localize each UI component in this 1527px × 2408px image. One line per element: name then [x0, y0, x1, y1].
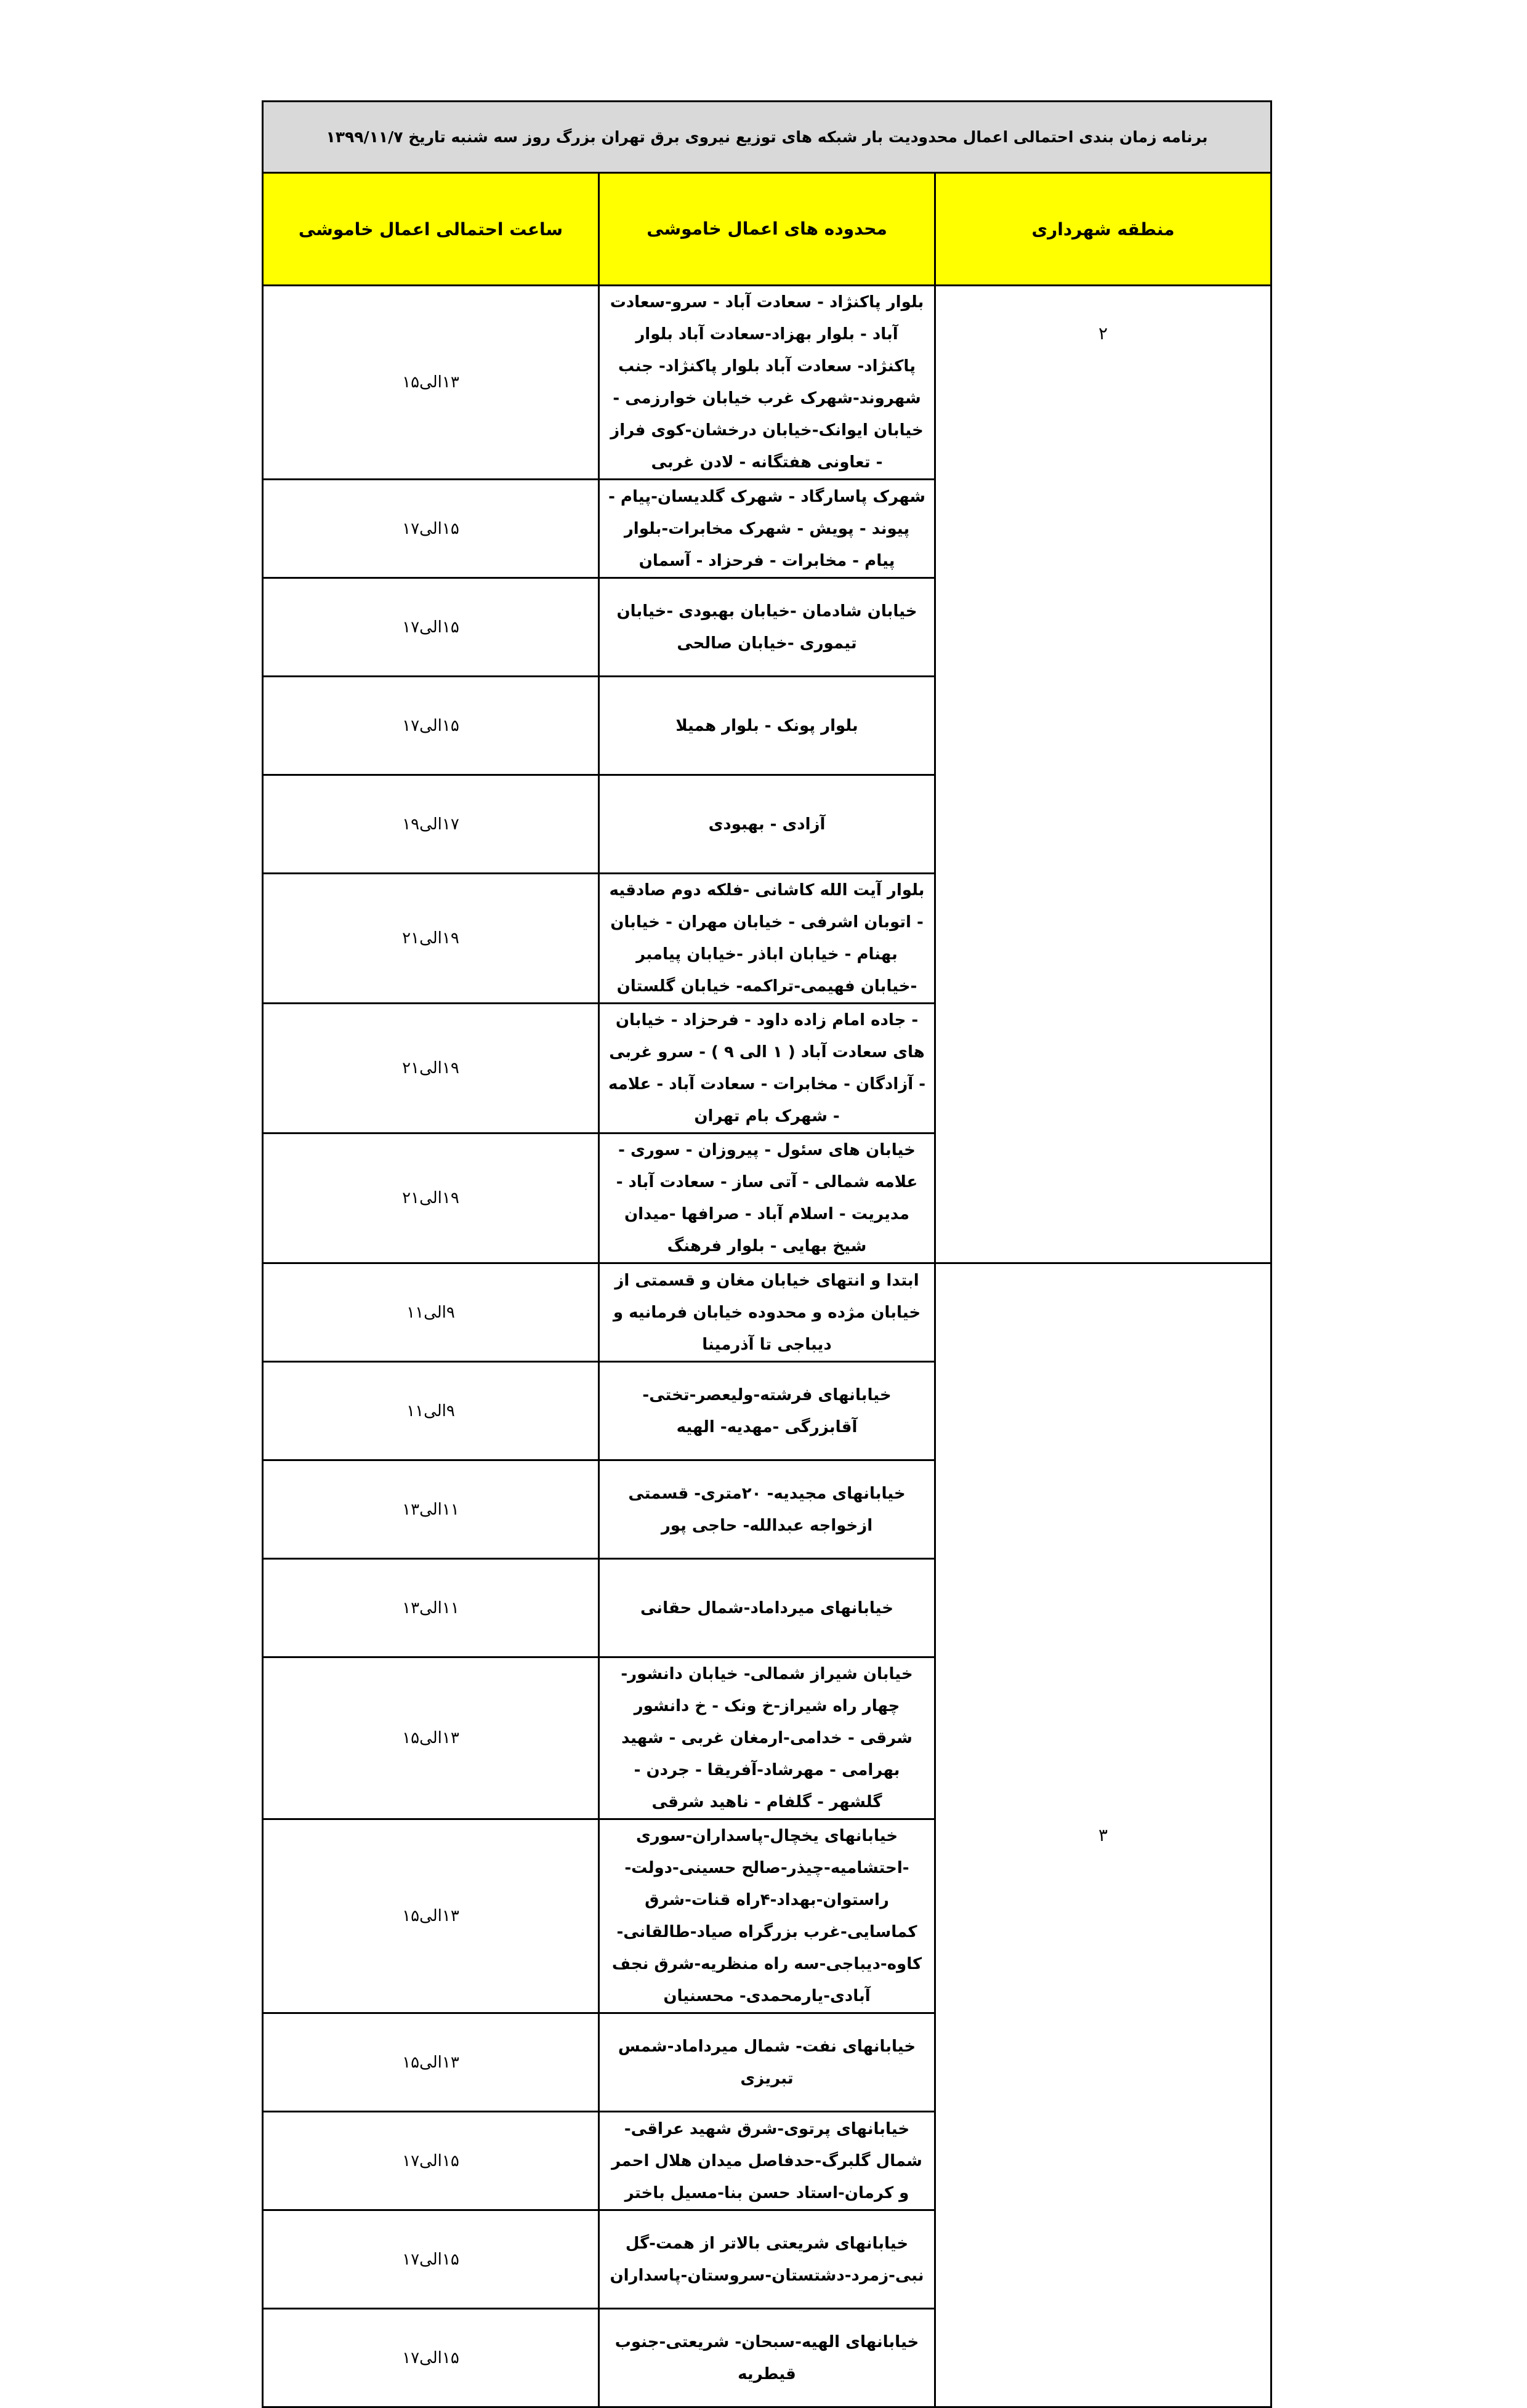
- area-cell: خیابانهای شریعتی بالاتر از همت-گل نبی-زمرد-دشتستان-سروستان-پاسداران: [599, 2210, 935, 2309]
- time-cell: ۱۹الی۲۱: [263, 1004, 599, 1134]
- time-cell: ۱۱الی۱۳: [263, 1460, 599, 1559]
- table-title: برنامه زمان بندی احتمالی اعمال محدودیت بار شبکه های توزیع نیروی برق تهران بزرگ روز سه شنبه تاریخ ۱۳۹۹/۱۱/۷: [263, 102, 1271, 173]
- time-cell: ۱۱الی۱۳: [263, 1559, 599, 1657]
- district-cell: ۳: [935, 1263, 1271, 2407]
- time-cell: ۱۵الی۱۷: [263, 578, 599, 677]
- header-areas: محدوده های اعمال خاموشی: [599, 173, 935, 286]
- area-cell: بلوار پاکنژاد - سعادت آباد - سرو-سعادت آباد - بلوار بهزاد-سعادت آباد بلوار پاکنژاد- سعادت آباد بلوار پاکنژاد- جنب شهروند-شهرک غرب خیابان خوارزمی - خیابان ایوانک-خیابان درخشان-کوی فراز - تعاونی هفتگانه - لادن غربی: [599, 286, 935, 480]
- table-title-row: [263, 102, 1271, 173]
- time-cell: ۱۷الی۱۹: [263, 775, 599, 874]
- table-header-row: [263, 173, 1271, 286]
- area-cell: خیابانهای یخچال-پاسداران-سوری -احتشامیه-چیذر-صالح حسینی-دولت-راستوان-بهداد-۴راه قنات-شرق کماسایی-غرب بزرگراه صیاد-طالقانی-کاوه-دیباجی-سه راه منظریه-شرق نجف آبادی-یارمحمدی- محسنیان: [599, 1819, 935, 2013]
- area-cell: خیابانهای فرشته-ولیعصر-تختی-آقابزرگی -مهدیه- الهیه: [599, 1362, 935, 1460]
- area-cell: شهرک پاسارگاد - شهرک گلدیسان-پیام - پیوند - پویش - شهرک مخابرات-بلوار پیام - مخابرات - فرحزاد - آسمان: [599, 480, 935, 578]
- header-district: منطقه شهرداری: [935, 173, 1271, 286]
- time-cell: ۱۵الی۱۷: [263, 2309, 599, 2407]
- table-row: [263, 1263, 1271, 1362]
- time-cell: ۱۹الی۲۱: [263, 874, 599, 1004]
- time-cell: ۱۵الی۱۷: [263, 677, 599, 775]
- time-cell: ۱۳الی۱۵: [263, 2013, 599, 2112]
- time-cell: ۹الی۱۱: [263, 1263, 599, 1362]
- area-cell: بلوار پونک - بلوار همیلا: [599, 677, 935, 775]
- time-cell: ۱۳الی۱۵: [263, 1819, 599, 2013]
- table-row: [263, 286, 1271, 480]
- header-time: ساعت احتمالی اعمال خاموشی: [263, 173, 599, 286]
- district-cell: ۲: [935, 286, 1271, 1263]
- time-cell: ۱۳الی۱۵: [263, 286, 599, 480]
- time-cell: ۱۵الی۱۷: [263, 480, 599, 578]
- time-cell: ۱۵الی۱۷: [263, 2210, 599, 2309]
- area-cell: - جاده امام زاده داود - فرحزاد - خیابان های سعادت آباد ( ۱ الی ۹ ) - سرو غربی - آزادگان - مخابرات - سعادت آباد - علامه - شهرک بام تهران: [599, 1004, 935, 1134]
- time-cell: ۱۳الی۱۵: [263, 1657, 599, 1819]
- area-cell: خیابانهای مجیدیه- ۲۰متری- قسمتی ازخواجه عبدالله- حاجی پور: [599, 1460, 935, 1559]
- area-cell: خیابان شادمان -خیابان بهبودی -خیابان تیموری -خیابان صالحی: [599, 578, 935, 677]
- time-cell: ۱۹الی۲۱: [263, 1134, 599, 1263]
- area-cell: آزادی - بهبودی: [599, 775, 935, 874]
- time-cell: ۱۵الی۱۷: [263, 2112, 599, 2210]
- time-cell: ۹الی۱۱: [263, 1362, 599, 1460]
- outage-schedule-table: [262, 100, 1272, 2408]
- area-cell: ابتدا و انتهای خیابان مغان و قسمتی از خیابان مژده و محدوده خیابان فرمانیه و دیباجی تا آذرمینا: [599, 1263, 935, 1362]
- area-cell: خیابان شیراز شمالی- خیابان دانشور-چهار راه شیراز-خ ونک - خ دانشور شرقی - خدامی-ارمغان غربی - شهید بهرامی - مهرشاد-آفریقا - جردن - گلشهر - گلفام - ناهید شرقی: [599, 1657, 935, 1819]
- area-cell: خیابانهای میرداماد-شمال حقانی: [599, 1559, 935, 1657]
- area-cell: خیابانهای نفت- شمال میرداماد-شمس تبریزی: [599, 2013, 935, 2112]
- area-cell: خیابانهای پرتوی-شرق شهید عراقی-شمال گلبرگ-حدفاصل میدان هلال احمر و کرمان-استاد حسن بنا-مسیل باختر: [599, 2112, 935, 2210]
- area-cell: بلوار آیت الله کاشانی -فلکه دوم صادقیه - اتوبان اشرفی - خیابان مهران - خیابان بهنام - خیابان اباذر -خیابان پیامبر -خیابان فهیمی-تراکمه- خیابان گلستان: [599, 874, 935, 1004]
- area-cell: خیابانهای الهیه-سبحان- شریعتی-جنوب قیطریه: [599, 2309, 935, 2407]
- area-cell: خیابان های سئول - پیروزان - سوری - علامه شمالی - آتی ساز - سعادت آباد - مدیریت - اسلام آباد - صرافها -میدان شیخ بهایی - بلوار فرهنگ: [599, 1134, 935, 1263]
